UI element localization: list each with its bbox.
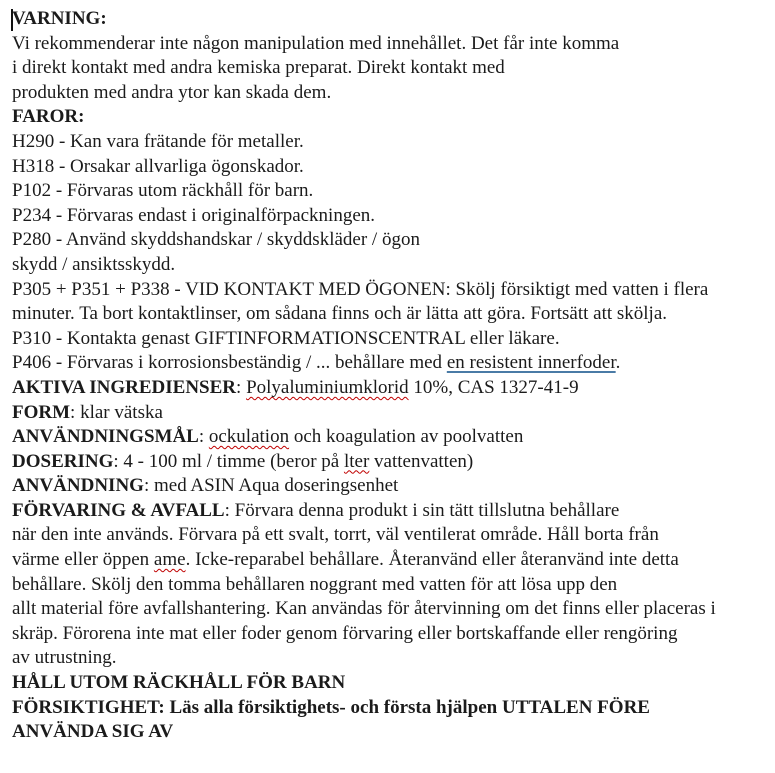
text-run: vattenvatten) [369, 450, 474, 472]
text-run: P305 + P351 + P338 - VID KONTAKT MED ÖGONEN: Skölj försiktigt med vatten i flera [12, 278, 709, 300]
text-run: P310 - Kontakta genast GIFTINFORMATIONSCENTRAL eller läkare. [12, 327, 560, 349]
text-line [12, 720, 763, 745]
text-run: allt material före avfallshantering. Kan användas för återvinning om det finns eller placeras i [12, 598, 716, 620]
text-line [12, 327, 763, 352]
text-run: : [236, 376, 247, 398]
text-run: FÖRSIKTIGHET: Läs alla försiktighets- och första hjälpen UTTALEN FÖRE [12, 696, 650, 718]
document-body [12, 7, 763, 745]
text-run: : med ASIN Aqua doseringsenhet [143, 475, 399, 497]
text-line [12, 573, 763, 598]
text-line [12, 696, 763, 721]
text-line [12, 499, 763, 524]
text-run: AKTIVA INGREDIENSER [12, 376, 237, 398]
text-run: P406 - Förvaras i korrosionsbeständig / ... behållare med [12, 352, 447, 374]
text-run: : [198, 426, 209, 448]
text-line [12, 622, 763, 647]
text-line [12, 450, 763, 475]
text-line [12, 56, 763, 81]
text-line [12, 32, 763, 57]
text-line [12, 204, 763, 229]
text-line [12, 523, 763, 548]
text-run: DOSERING [12, 450, 114, 472]
text-line [12, 155, 763, 180]
text-run: behållare. Skölj den tomma behållaren noggrant med vatten för att lösa upp den [12, 573, 618, 595]
text-line [12, 597, 763, 622]
misspelled-word: lter [343, 450, 370, 472]
text-run: skydd / ansiktsskydd. [12, 253, 176, 275]
misspelled-word: ockulation [208, 426, 290, 448]
text-run: H318 - Orsakar allvarliga ögonskador. [12, 155, 304, 177]
text-run: produkten med andra ytor kan skada dem. [12, 81, 332, 103]
text-line [12, 81, 763, 106]
text-line [12, 474, 763, 499]
text-line [12, 7, 763, 32]
text-run: och koagulation av poolvatten [289, 426, 524, 448]
text-run: ANVÄNDA SIG AV [12, 721, 174, 743]
text-run: : klar vätska [70, 401, 163, 423]
text-run: P102 - Förvaras utom räckhåll för barn. [12, 180, 314, 202]
text-line [12, 671, 763, 696]
text-run: Vi rekommenderar inte någon manipulation med innehållet. Det får inte komma [12, 32, 620, 54]
text-line [12, 302, 763, 327]
misspelled-word: Polyaluminiumklorid [246, 376, 409, 398]
grammar-flagged-text: en resistent innerfoder [446, 352, 616, 374]
text-run: P234 - Förvaras endast i originalförpackningen. [12, 204, 376, 226]
text-run: FAROR: [12, 106, 85, 128]
text-line [12, 179, 763, 204]
text-run: . [615, 352, 621, 374]
text-run: av utrustning. [12, 647, 117, 669]
text-run: värme eller öppen [12, 549, 154, 571]
text-run: : Förvara denna produkt i sin tätt tillslutna behållare [224, 499, 620, 521]
text-run: 10%, CAS 1327-41-9 [408, 376, 579, 398]
text-run: FÖRVARING & AVFALL [12, 499, 225, 521]
text-line [12, 228, 763, 253]
text-run: skräp. Förorena inte mat eller foder genom förvaring eller bortskaffande eller rengöring [12, 622, 678, 644]
text-run: ANVÄNDNINGSMÅL [12, 426, 199, 448]
text-run: HÅLL UTOM RÄCKHÅLL FÖR BARN [12, 672, 346, 694]
text-line [12, 130, 763, 155]
text-run: när den inte används. Förvara på ett svalt, torrt, väl ventilerat område. Håll borta från [12, 524, 659, 546]
text-line [12, 253, 763, 278]
text-line [12, 548, 763, 573]
text-cursor [11, 9, 13, 31]
text-line [12, 278, 763, 303]
text-line [12, 376, 763, 401]
text-line [12, 425, 763, 450]
text-run: P280 - Använd skyddshandskar / skyddskläder / ögon [12, 229, 420, 251]
text-run: i direkt kontakt med andra kemiska preparat. Direkt kontakt med [12, 57, 505, 79]
text-run: VARNING: [12, 8, 107, 29]
text-run: FORM [12, 401, 71, 423]
text-run: . Icke-reparabel behållare. Återanvänd eller återanvänd inte detta [185, 549, 679, 571]
text-run: H290 - Kan vara frätande för metaller. [12, 130, 304, 152]
text-line [12, 105, 763, 130]
text-line [12, 646, 763, 671]
misspelled-word: ame [153, 549, 186, 571]
text-line [12, 351, 763, 376]
text-run: ANVÄNDNING [12, 475, 144, 497]
text-run: minuter. Ta bort kontaktlinser, om sådana finns och är lätta att göra. Fortsätt att skölja. [12, 303, 668, 325]
text-run: : 4 - 100 ml / timme (beror på [113, 450, 344, 472]
text-line [12, 401, 763, 426]
